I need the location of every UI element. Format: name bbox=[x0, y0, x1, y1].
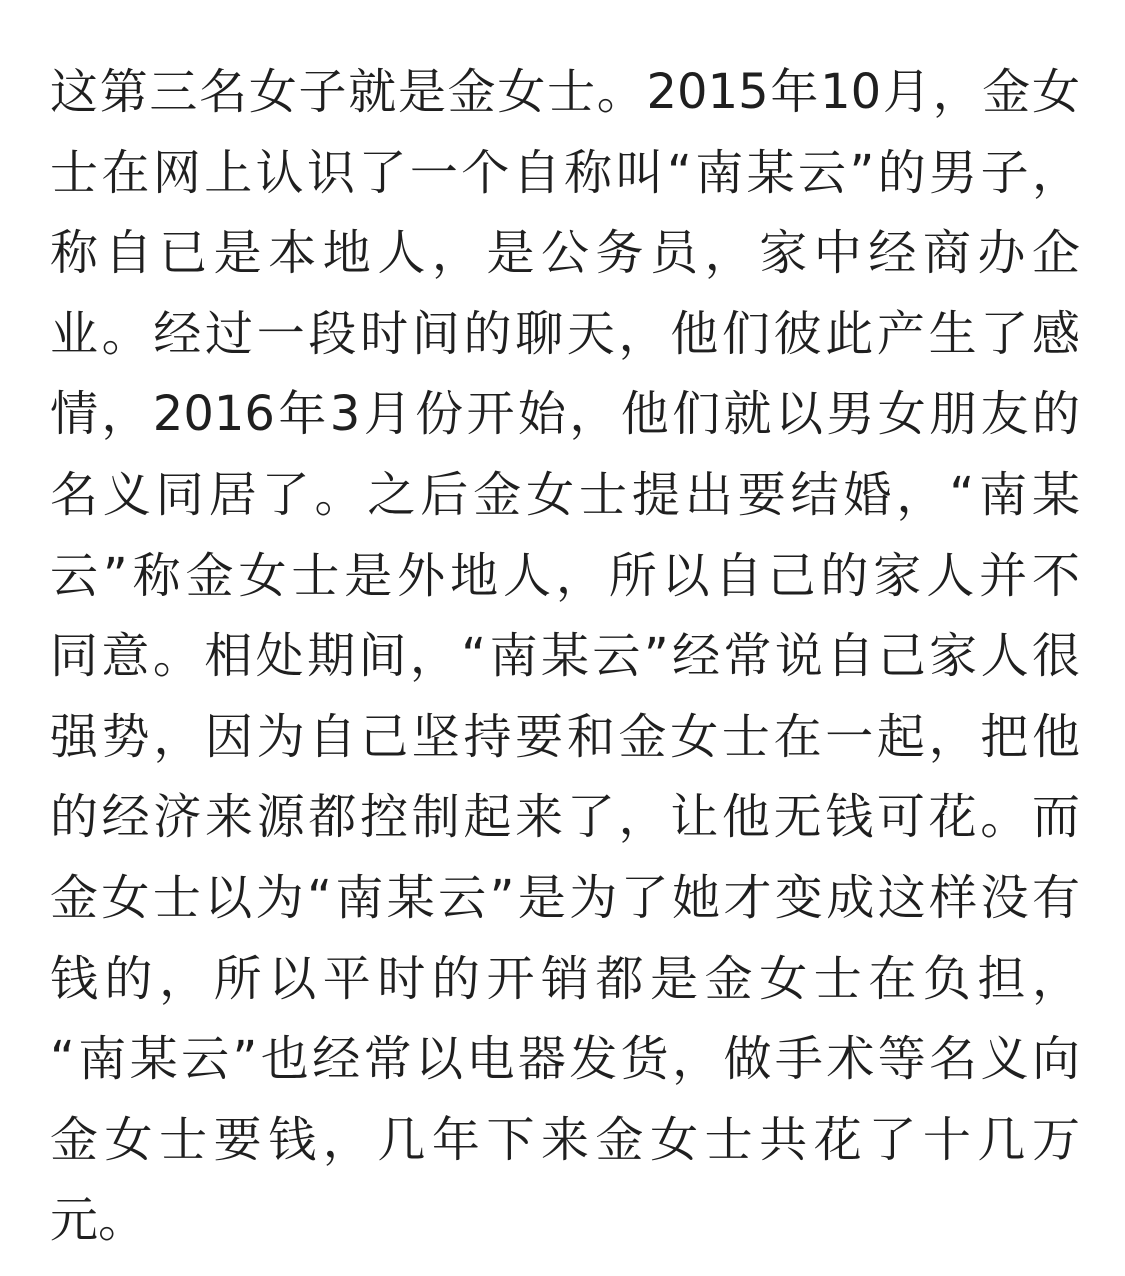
article-line-12: 钱的，所以平时的开销都是金女士在负担， bbox=[50, 950, 1080, 1007]
article-line-10: 的经济来源都控制起来了，让他无钱可花。而 bbox=[50, 789, 1080, 846]
article-line-9: 强势，因为自己坚持要和金女士在一起，把他 bbox=[50, 708, 1080, 765]
article-line-1: 这第三名女子就是金女士。2015年10月，金女 bbox=[50, 64, 1080, 120]
article-line-3: 称自已是本地人，是公务员，家中经商办企 bbox=[50, 225, 1080, 282]
article-line-14: 金女士要钱，几年下来金女士共花了十几万 bbox=[50, 1111, 1080, 1168]
article-line-15: 元。 bbox=[50, 1192, 147, 1249]
article-line-11: 金女士以为“南某云”是为了她才变成这样没有 bbox=[50, 869, 1080, 926]
article-body bbox=[50, 52, 1080, 1261]
article-line-8: 同意。相处期间，“南某云”经常说自己家人很 bbox=[50, 628, 1080, 685]
article-line-6: 名义同居了。之后金女士提出要结婚，“南某 bbox=[50, 466, 1080, 523]
article-line-5: 情，2016年3月份开始，他们就以男女朋友的 bbox=[50, 386, 1080, 443]
article-line-7: 云”称金女士是外地人，所以自己的家人并不 bbox=[50, 547, 1080, 604]
article-line-4: 业。经过一段时间的聊天，他们彼此产生了感 bbox=[50, 305, 1080, 362]
article-line-2: 士在网上认识了一个自称叫“南某云”的男子， bbox=[50, 144, 1080, 201]
article-line-13: “南某云”也经常以电器发货，做手术等名义向 bbox=[50, 1031, 1080, 1088]
